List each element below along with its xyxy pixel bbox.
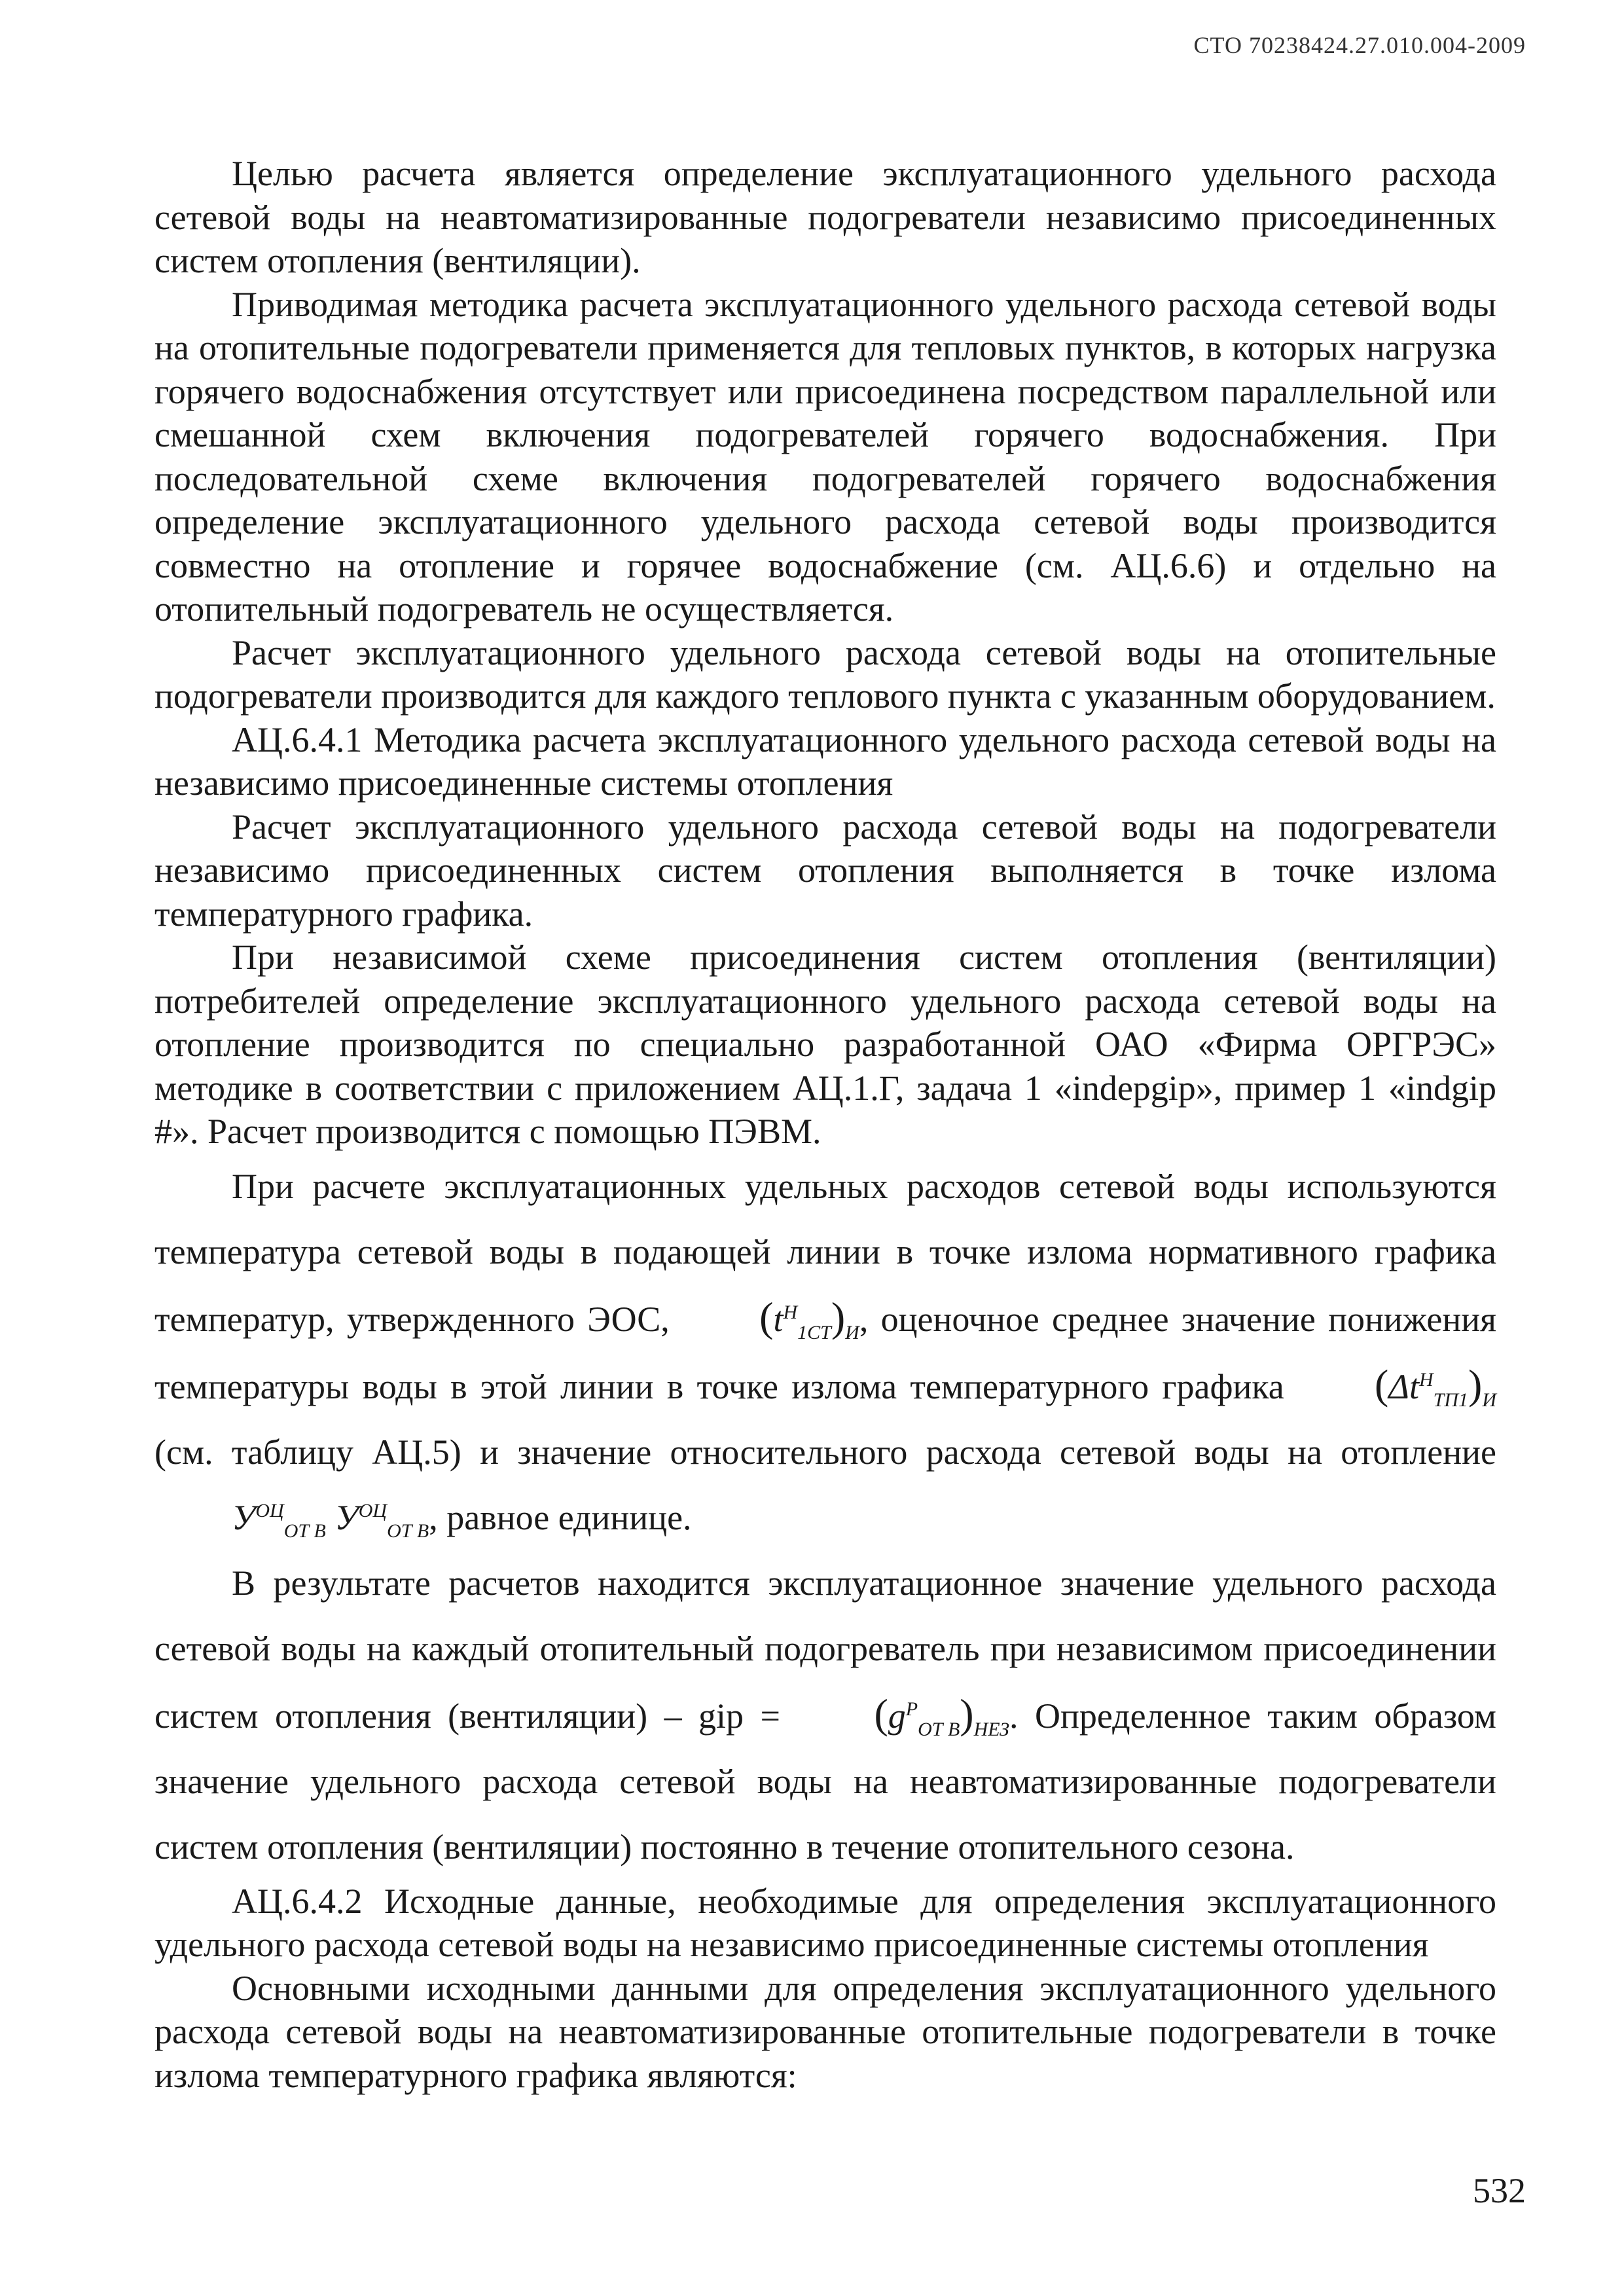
paragraph-independent-scheme: При независимой схеме присоединения систем отопления (вентиляции) потребителей определение эксплуатационного удельного расхода сетевой воды на отопление производится по специально разработанной ОАО «Фирма ОРГРЭС» методике в соответствии с приложением АЦ.1.Г, задача 1 «indepgip», пример 1 «indgip #». Расчет производится с помощью ПЭВМ.: [154, 938, 1496, 1151]
paragraph-calc-per-point: Расчет эксплуатационного удельного расхода сетевой воды на отопительные подогреватели производится для каждого теплового пункта с указанным оборудованием.: [154, 632, 1496, 716]
formula-delta-t-drop: $(\Delta t^Н_{ТП1})_И$: [1374, 1360, 1497, 1411]
paragraph-break-point: Расчет эксплуатационного удельного расхода сетевой воды на подогреватели независимо присоединенных систем отопления выполняется в точке излома температурного графика.: [154, 807, 1496, 934]
page-body: [154, 152, 1496, 2097]
paragraph-result-gip: В результате расчетов находится эксплуатационное значение удельного расхода сетевой воды на каждый отопительный подогреватель при независимом присоединении систем отопления (вентиляции) – gip = $(g^Р_{ОТ В})_{НЕЗ}$. Определенное таким образом значение удельного расхода сетевой воды на неавтоматизированные подогреватели систем отопления (вентиляции) постоянно в течение отопительного сезона.: [154, 1563, 1496, 1867]
paragraph-goal: Целью расчета является определение эксплуатационного удельного расхода сетевой воды на неавтоматизированные подогреватели независимо присоединенных систем отопления (вентиляции).: [154, 154, 1496, 280]
document-code: СТО 70238424.27.010.004-2009: [1193, 32, 1526, 58]
page-number: 532: [1473, 2171, 1526, 2210]
paragraph-calc-inputs: При расчете эксплуатационных удельных расходов сетевой воды используются температура сетевой воды в подающей линии в точке излома нормативного графика температур, утвержденного ЭОС, $(t^Н_{1СТ})_И$, оценочное среднее значение понижения температуры воды в этой линии в точке излома температурного графика $(\Delta t^Н_{ТП1})_И$ (см. таблицу АЦ.5) и значение относительного расхода сетевой воды на отопление $У^{ОЦ}_{ОТ В}$ $У^{ОЦ}_{ОТ В}$, равное единице.: [154, 1154, 1496, 1550]
paragraph-method-scope: Приводимая методика расчета эксплуатационного удельного расхода сетевой воды на отопительные подогреватели применяется для тепловых пунктов, в которых нагрузка горячего водоснабжения отсутствует или присоединена посредством параллельной или смешанной схем включения подогревателей горячего водоснабжения. При последовательной схеме включения подогревателей горячего водоснабжения определение эксплуатационного удельного расхода сетевой воды производится совместно на отопление и горячее водоснабжение (см. АЦ.6.6) и отдельно на отопительный подогреватель не осуществляется.: [154, 284, 1496, 629]
section-heading-6-4-2: АЦ.6.4.2 Исходные данные, необходимые для определения эксплуатационного удельного расхода сетевой воды на независимо присоединенные системы отопления: [154, 1881, 1496, 1964]
paragraph-input-data: Основными исходными данными для определения эксплуатационного удельного расхода сетевой воды на неавтоматизированные отопительные подогреватели в точке излома температурного графика являются:: [154, 1968, 1496, 2095]
formula-g-specific-flow: $(g^Р_{ОТ В})_{НЕЗ}$: [874, 1690, 1010, 1740]
formula-y-relative-flow: $У^{ОЦ}_{ОТ В}$ $У^{ОЦ}_{ОТ В}$: [232, 1497, 429, 1542]
formula-t1-supply-temp: $(t^Н_{1СТ})_И$: [759, 1293, 859, 1343]
section-heading-6-4-1: АЦ.6.4.1 Методика расчета эксплуатационного удельного расхода сетевой воды на независимо присоединенные системы отопления: [154, 720, 1496, 803]
